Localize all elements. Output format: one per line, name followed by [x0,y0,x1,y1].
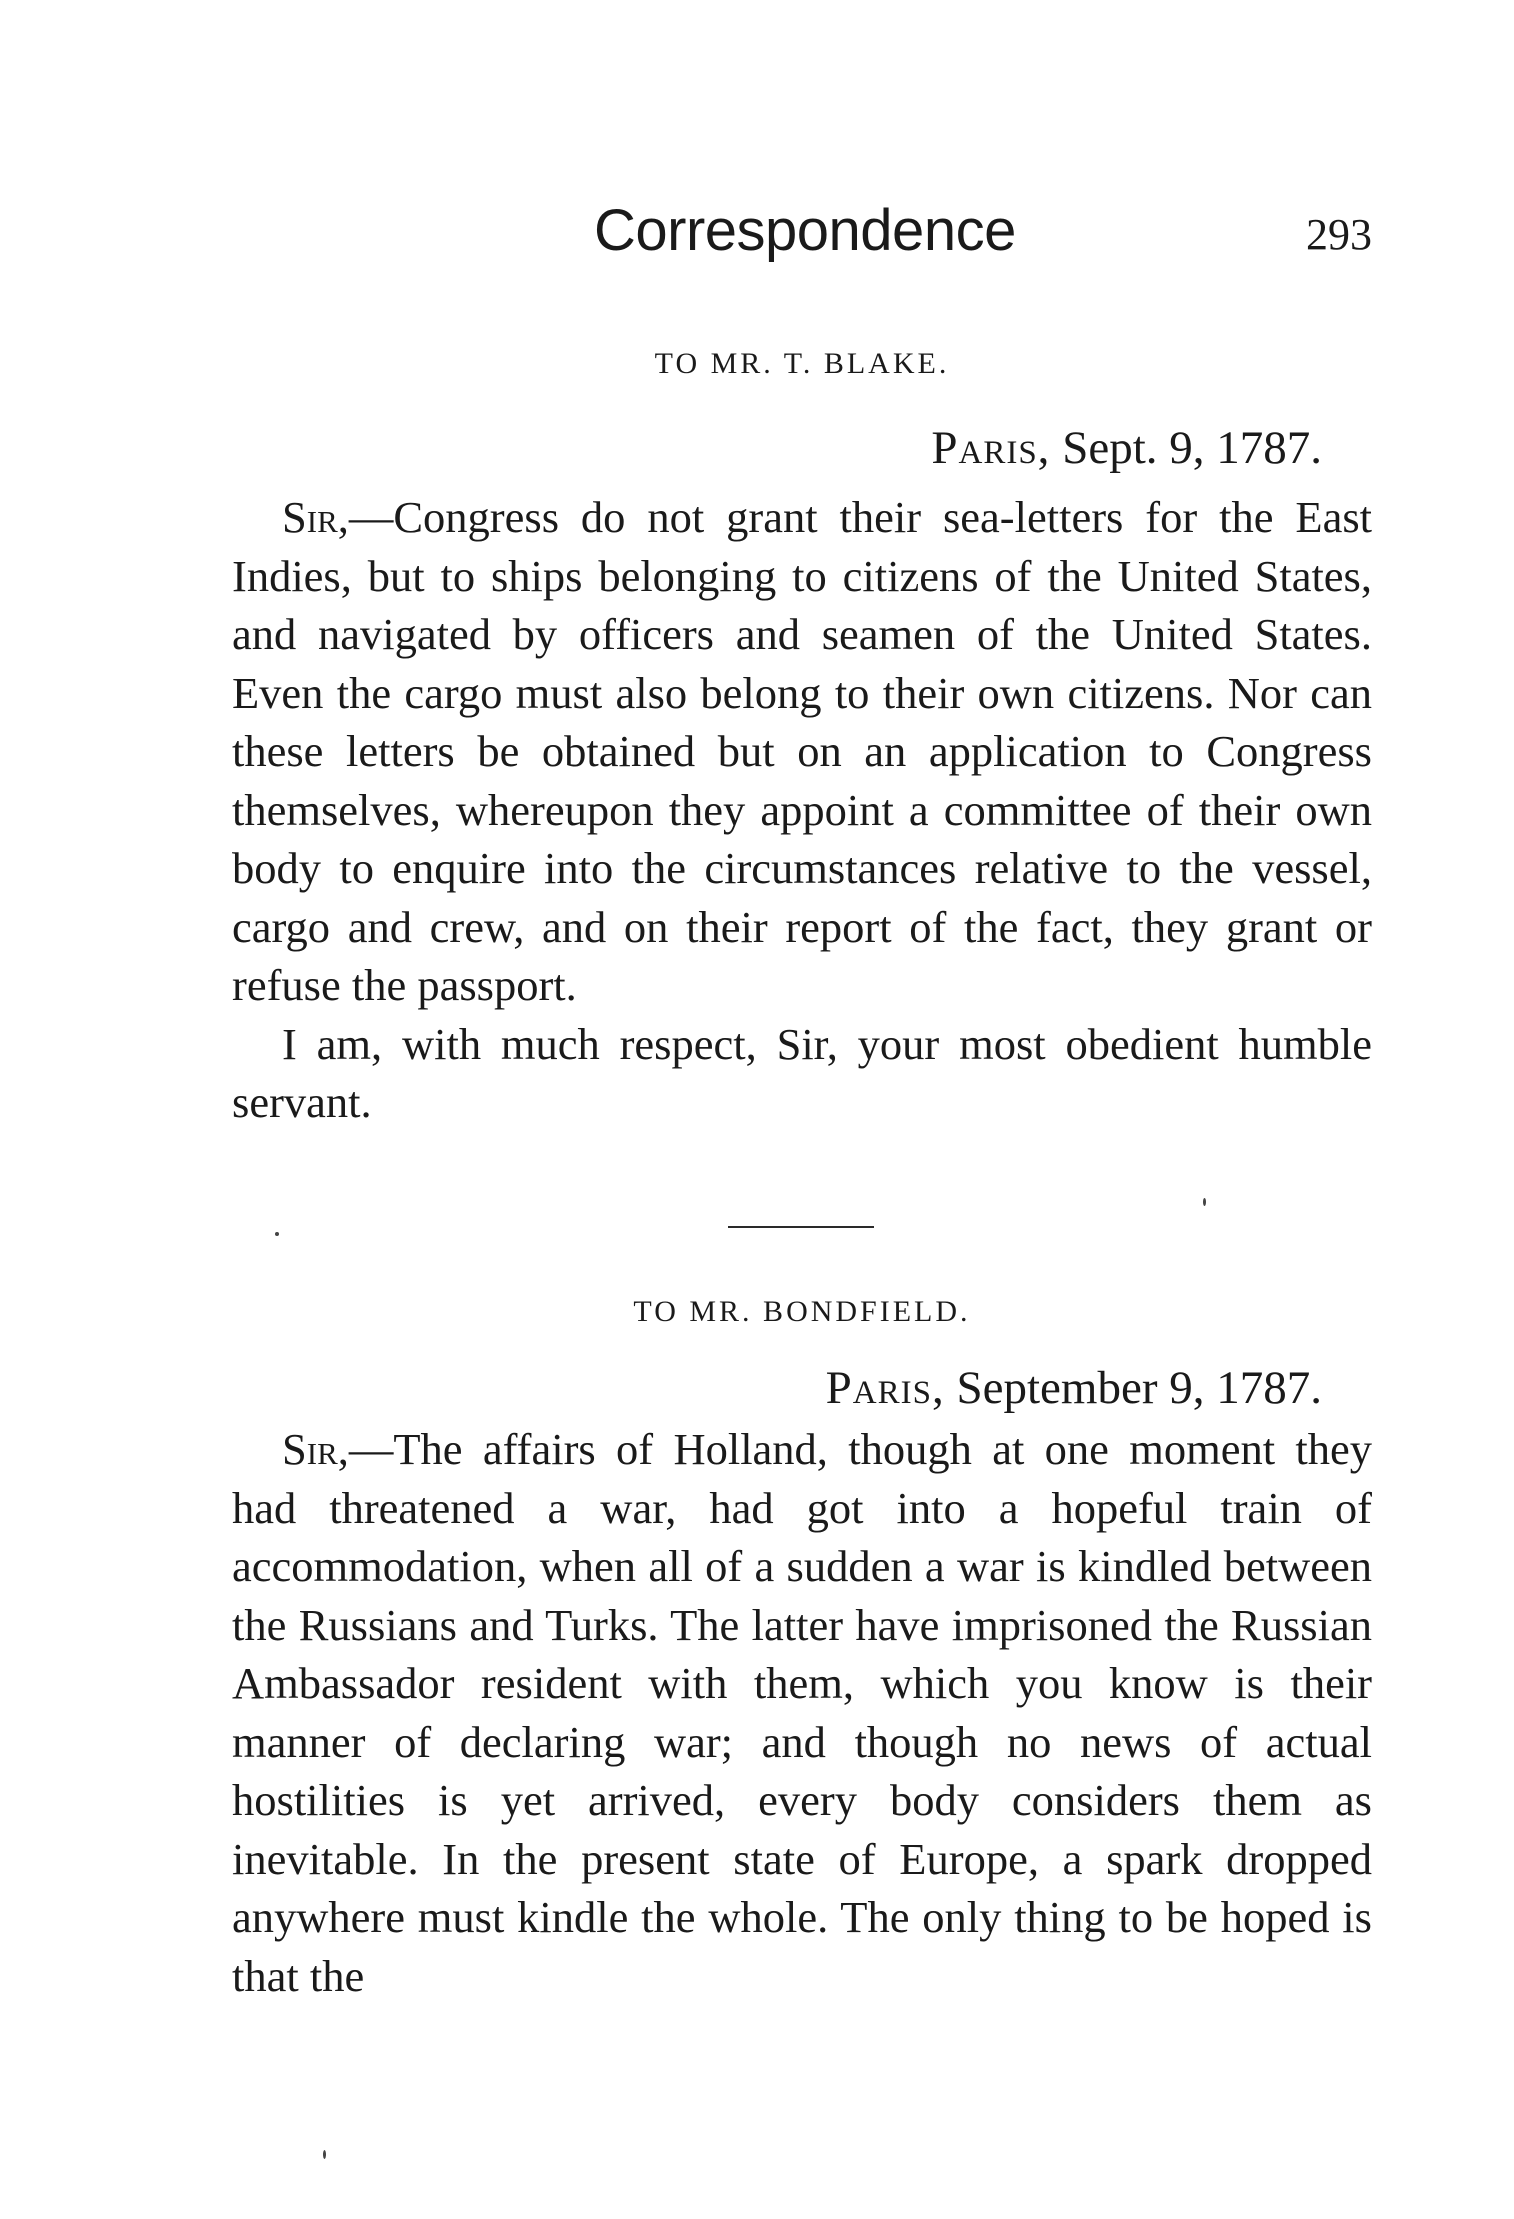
section-divider [728,1226,874,1228]
salutation: Sir, [282,1424,349,1474]
running-head [232,196,1372,276]
paragraph-text: —Congress do not grant their sea-letters for the East Indies, but to ships belonging to citizens of the United States, and navigated by officers and seamen of the United States. Even the cargo must also belong to their own citizens. Nor can these letters be obtained but on an application to Congress themselves, whereupon they appoint a committee of their own body to enquire into the circumstances relative to the vessel, cargo and crew, and on their report of the fact, they grant or refuse the passport. [232,492,1372,1010]
dateline-place: Paris, [825,1362,945,1414]
dateline-date: September 9, 1787. [944,1362,1322,1414]
paragraph [232,488,1372,1015]
salutation: Sir, [282,492,349,542]
dateline-date: Sept. 9, 1787. [1050,422,1322,474]
paragraph-text: —The affairs of Holland, though at one moment they had threatened a war, had got into a hopeful train of accommodation, when all of a sudden a war is kindled between the Russians and Turks. The latter have imprisoned the Russian Ambassador resident with them, which you know is their manner of declaring war; and though no news of actual hostilities is yet arrived, every body considers them as inevitable. In the present state of Europe, a spark dropped anywhere must kindle the whole. The only thing to be hoped is that the [232,1424,1372,2001]
letter-heading-blake: TO MR. T. BLAKE. [654,347,950,380]
dateline-bondfield [826,1358,1322,1418]
letter-heading-bondfield: TO MR. BONDFIELD. [633,1295,971,1328]
scan-speck [275,1232,279,1236]
page-number: 293 [1306,210,1372,259]
letter-body-blake [232,488,1372,1132]
book-page [232,0,1372,2219]
running-title: Correspondence [594,198,1016,263]
scan-speck [323,2150,326,2159]
letter-body-bondfield [232,1420,1372,2005]
scan-speck [1203,1198,1206,1206]
dateline-blake [931,418,1322,478]
paragraph [232,1420,1372,2005]
closing-paragraph: I am, with much respect, Sir, your most obedient humble servant. [232,1018,1372,1127]
dateline-place: Paris, [931,422,1051,474]
